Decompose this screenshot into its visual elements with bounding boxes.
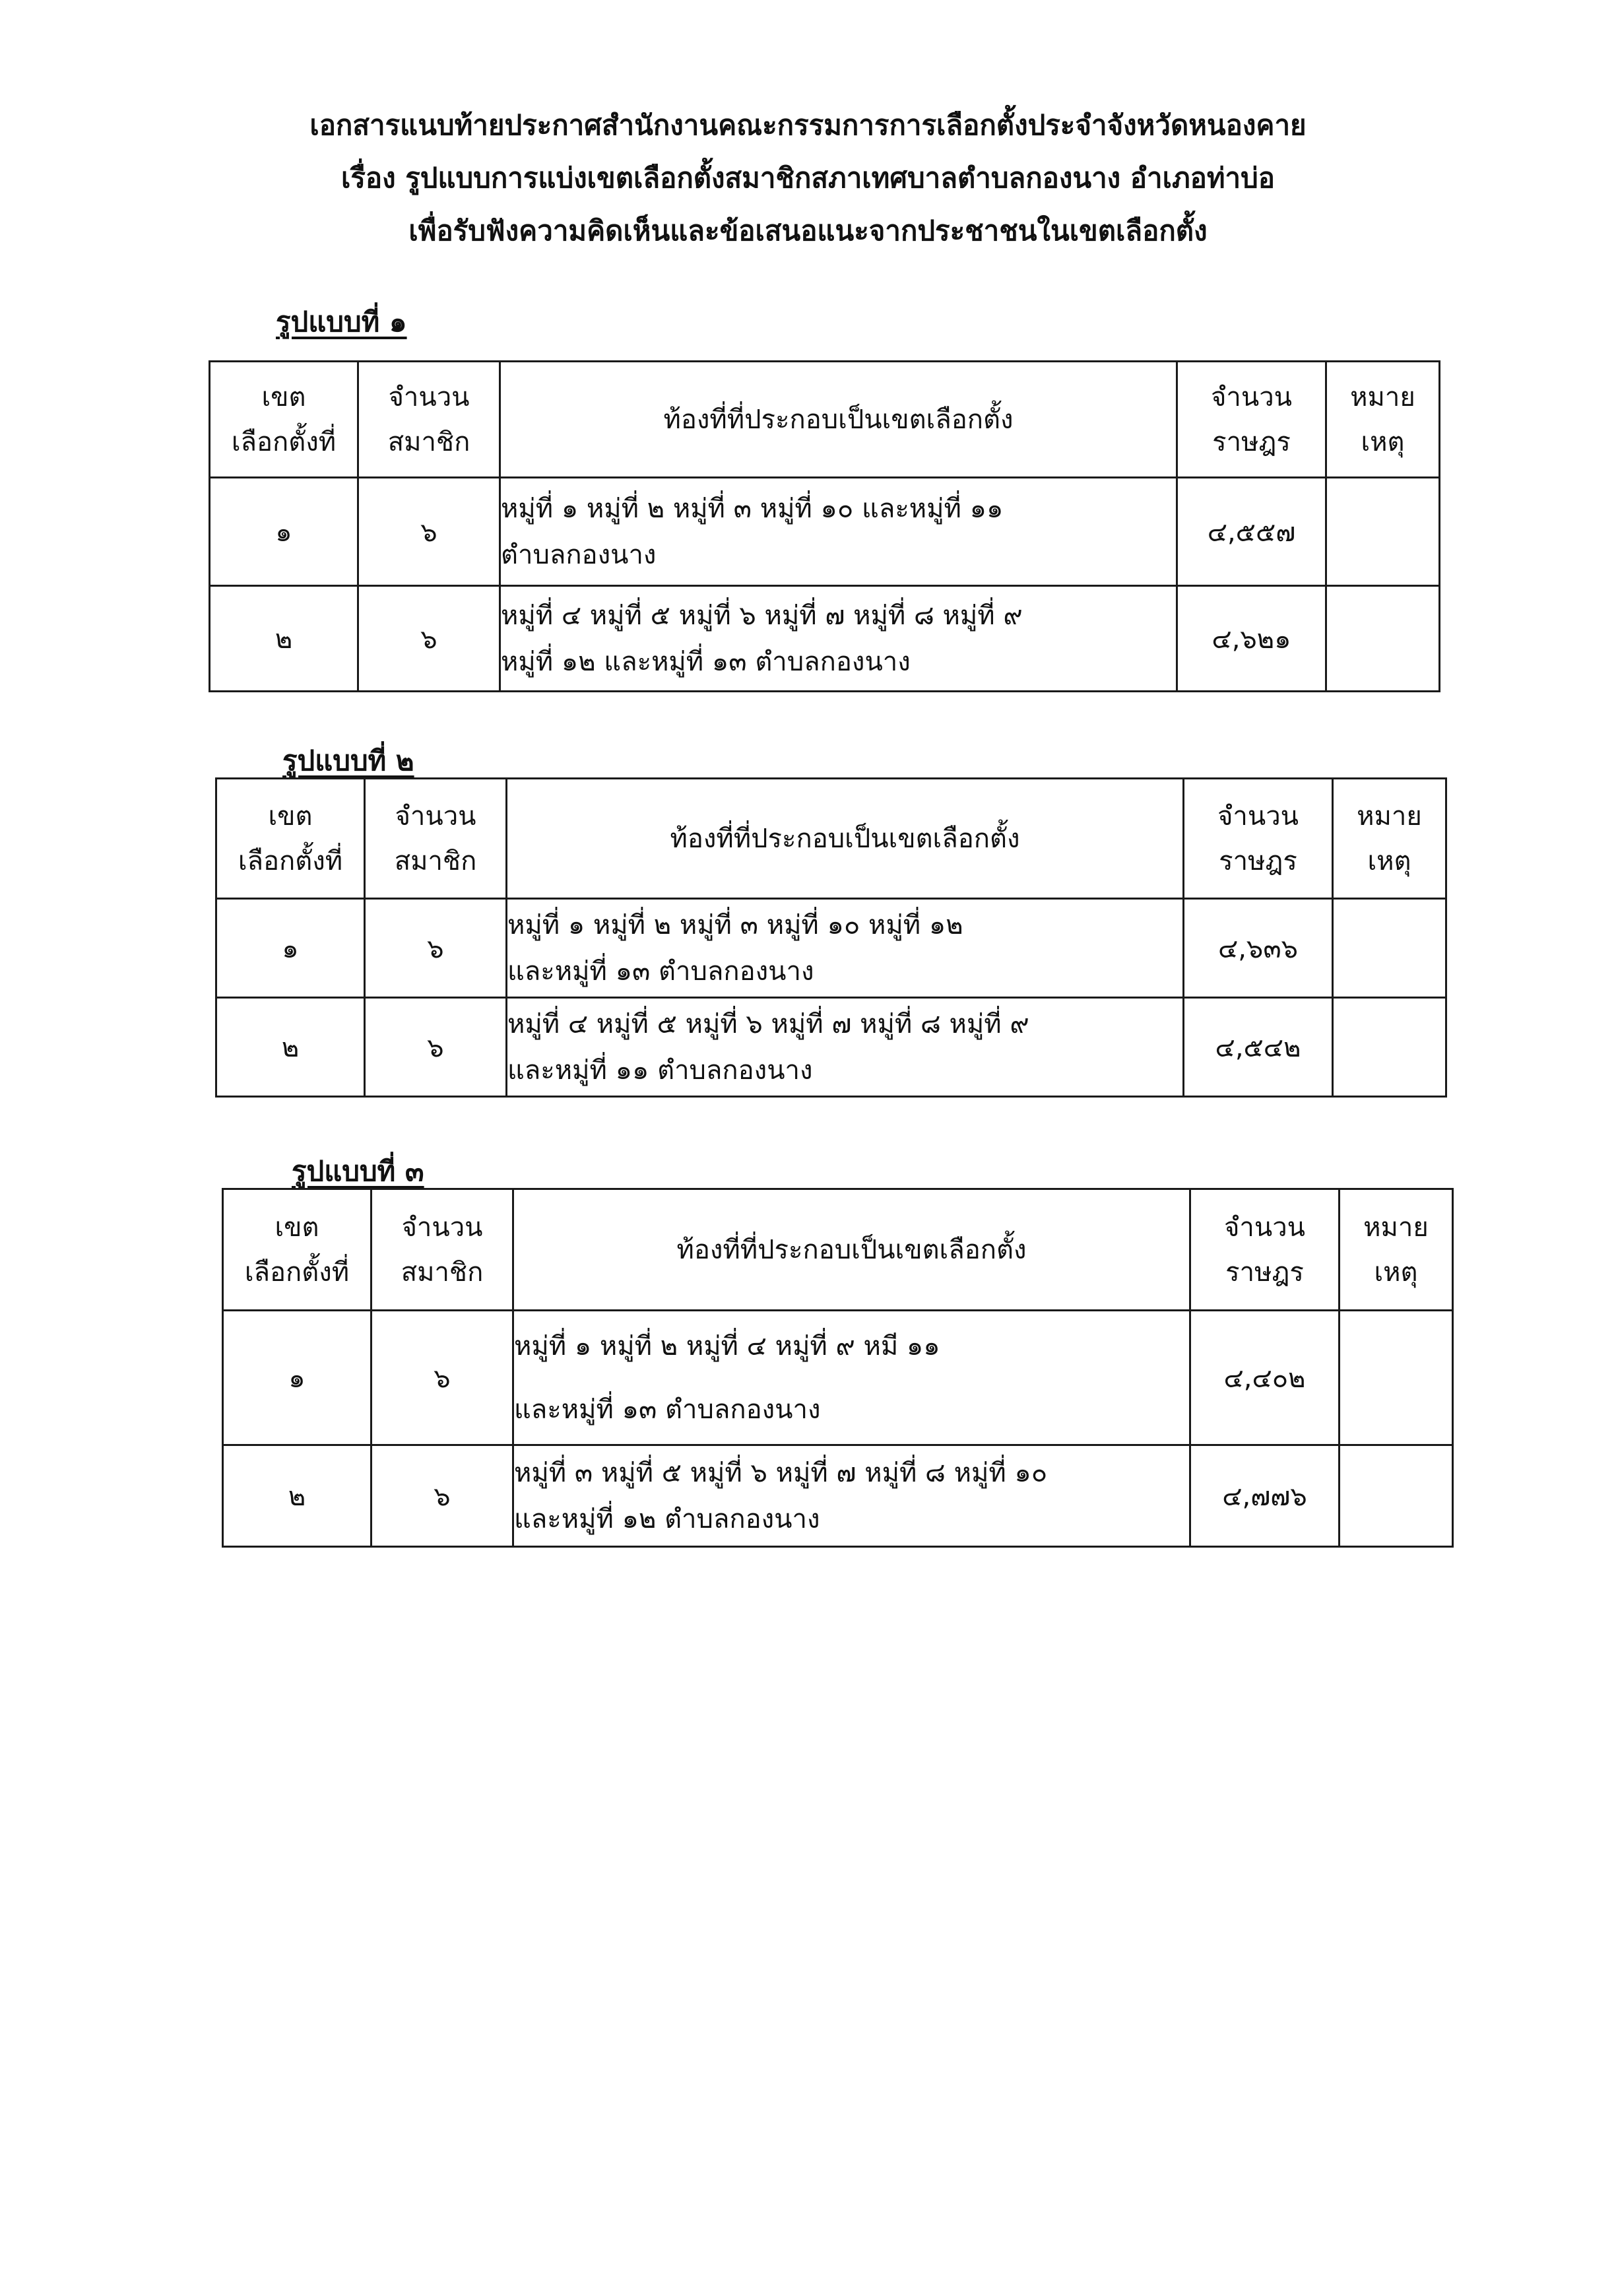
- header-line-3: เพื่อรับฟังความคิดเห็นและข้อเสนอแนะจากประชาชนในเขตเลือกตั้ง: [408, 214, 1208, 247]
- population-cell: ๔,๗๗๖: [1190, 1445, 1340, 1547]
- col-members-header: จำนวน สมาชิก: [358, 362, 500, 478]
- col-population-header: จำนวน ราษฎร: [1177, 362, 1326, 478]
- model-3-title: รูปแบบที่ ๓: [292, 1155, 424, 1187]
- remarks-cell: [1326, 586, 1440, 692]
- population-cell: ๔,๖๒๑: [1177, 586, 1326, 692]
- col-remarks-header: หมาย เหตุ: [1326, 362, 1440, 478]
- area-cell: หมู่ที่ ๔ หมู่ที่ ๕ หมู่ที่ ๖ หมู่ที่ ๗ หมู่ที่ ๘ หมู่ที่ ๙ หมู่ที่ ๑๒ และหมู่ที่ ๑๓ ตำบลกองนาง: [500, 586, 1177, 692]
- members-cell: ๖: [365, 899, 507, 998]
- population-cell: ๔,๖๓๖: [1184, 899, 1333, 998]
- col-area-header: ท้องที่ที่ประกอบเป็นเขตเลือกตั้ง: [507, 779, 1184, 899]
- table-header-row: [216, 779, 1446, 899]
- col-area-header: ท้องที่ที่ประกอบเป็นเขตเลือกตั้ง: [500, 362, 1177, 478]
- model-1-title: รูปแบบที่ ๑: [276, 306, 407, 338]
- table-row: [223, 1445, 1453, 1547]
- population-cell: ๔,๕๕๗: [1177, 478, 1326, 586]
- col-remarks-header: หมาย เหตุ: [1333, 779, 1446, 899]
- col-remarks-header: หมาย เหตุ: [1340, 1189, 1453, 1311]
- area-cell: หมู่ที่ ๑ หมู่ที่ ๒ หมู่ที่ ๓ หมู่ที่ ๑๐ และหมู่ที่ ๑๑ ตำบลกองนาง: [500, 478, 1177, 586]
- area-cell: หมู่ที่ ๑ หมู่ที่ ๒ หมู่ที่ ๓ หมู่ที่ ๑๐ หมู่ที่ ๑๒ และหมู่ที่ ๑๓ ตำบลกองนาง: [507, 899, 1184, 998]
- model-1-table: [209, 360, 1440, 692]
- members-cell: ๖: [358, 478, 500, 586]
- model-2-title: รูปแบบที่ ๒: [282, 744, 414, 777]
- col-population-header: จำนวน ราษฎร: [1190, 1189, 1340, 1311]
- col-population-header: จำนวน ราษฎร: [1184, 779, 1333, 899]
- area-cell: หมู่ที่ ๔ หมู่ที่ ๕ หมู่ที่ ๖ หมู่ที่ ๗ หมู่ที่ ๘ หมู่ที่ ๙ และหมู่ที่ ๑๑ ตำบลกองนาง: [507, 998, 1184, 1097]
- area-cell: หมู่ที่ ๑ หมู่ที่ ๒ หมู่ที่ ๔ หมู่ที่ ๙ หมี ๑๑ และหมู่ที่ ๑๓ ตำบลกองนาง: [513, 1311, 1190, 1445]
- area-cell: หมู่ที่ ๓ หมู่ที่ ๕ หมู่ที่ ๖ หมู่ที่ ๗ หมู่ที่ ๘ หมู่ที่ ๑๐ และหมู่ที่ ๑๒ ตำบลกองนาง: [513, 1445, 1190, 1547]
- district-cell: ๒: [210, 586, 358, 692]
- col-district-header: เขต เลือกตั้งที่: [216, 779, 365, 899]
- table-header-row: [210, 362, 1440, 478]
- district-cell: ๑: [210, 478, 358, 586]
- model-2-table: [215, 777, 1447, 1098]
- table-row: [210, 586, 1440, 692]
- col-district-header: เขต เลือกตั้งที่: [223, 1189, 372, 1311]
- district-cell: ๑: [216, 899, 365, 998]
- remarks-cell: [1333, 998, 1446, 1097]
- table-row: [216, 899, 1446, 998]
- remarks-cell: [1333, 899, 1446, 998]
- col-area-header: ท้องที่ที่ประกอบเป็นเขตเลือกตั้ง: [513, 1189, 1190, 1311]
- remarks-cell: [1326, 478, 1440, 586]
- members-cell: ๖: [358, 586, 500, 692]
- remarks-cell: [1340, 1445, 1453, 1547]
- table-row: [216, 998, 1446, 1097]
- model-3-table: [222, 1188, 1454, 1548]
- col-members-header: จำนวน สมาชิก: [372, 1189, 513, 1311]
- document-header: [0, 99, 1616, 257]
- population-cell: ๔,๕๔๒: [1184, 998, 1333, 1097]
- members-cell: ๖: [372, 1445, 513, 1547]
- population-cell: ๔,๔๐๒: [1190, 1311, 1340, 1445]
- district-cell: ๒: [223, 1445, 372, 1547]
- district-cell: ๑: [223, 1311, 372, 1445]
- members-cell: ๖: [365, 998, 507, 1097]
- header-line-1: เอกสารแนบท้ายประกาศสำนักงานคณะกรรมการการเลือกตั้งประจำจังหวัดหนองคาย: [309, 109, 1307, 141]
- table-row: [223, 1311, 1453, 1445]
- header-line-2: เรื่อง รูปแบบการแบ่งเขตเลือกตั้งสมาชิกสภาเทศบาลตำบลกองนาง อำเภอท่าบ่อ: [340, 162, 1276, 194]
- remarks-cell: [1340, 1311, 1453, 1445]
- members-cell: ๖: [372, 1311, 513, 1445]
- col-members-header: จำนวน สมาชิก: [365, 779, 507, 899]
- col-district-header: เขต เลือกตั้งที่: [210, 362, 358, 478]
- table-header-row: [223, 1189, 1453, 1311]
- table-row: [210, 478, 1440, 586]
- district-cell: ๒: [216, 998, 365, 1097]
